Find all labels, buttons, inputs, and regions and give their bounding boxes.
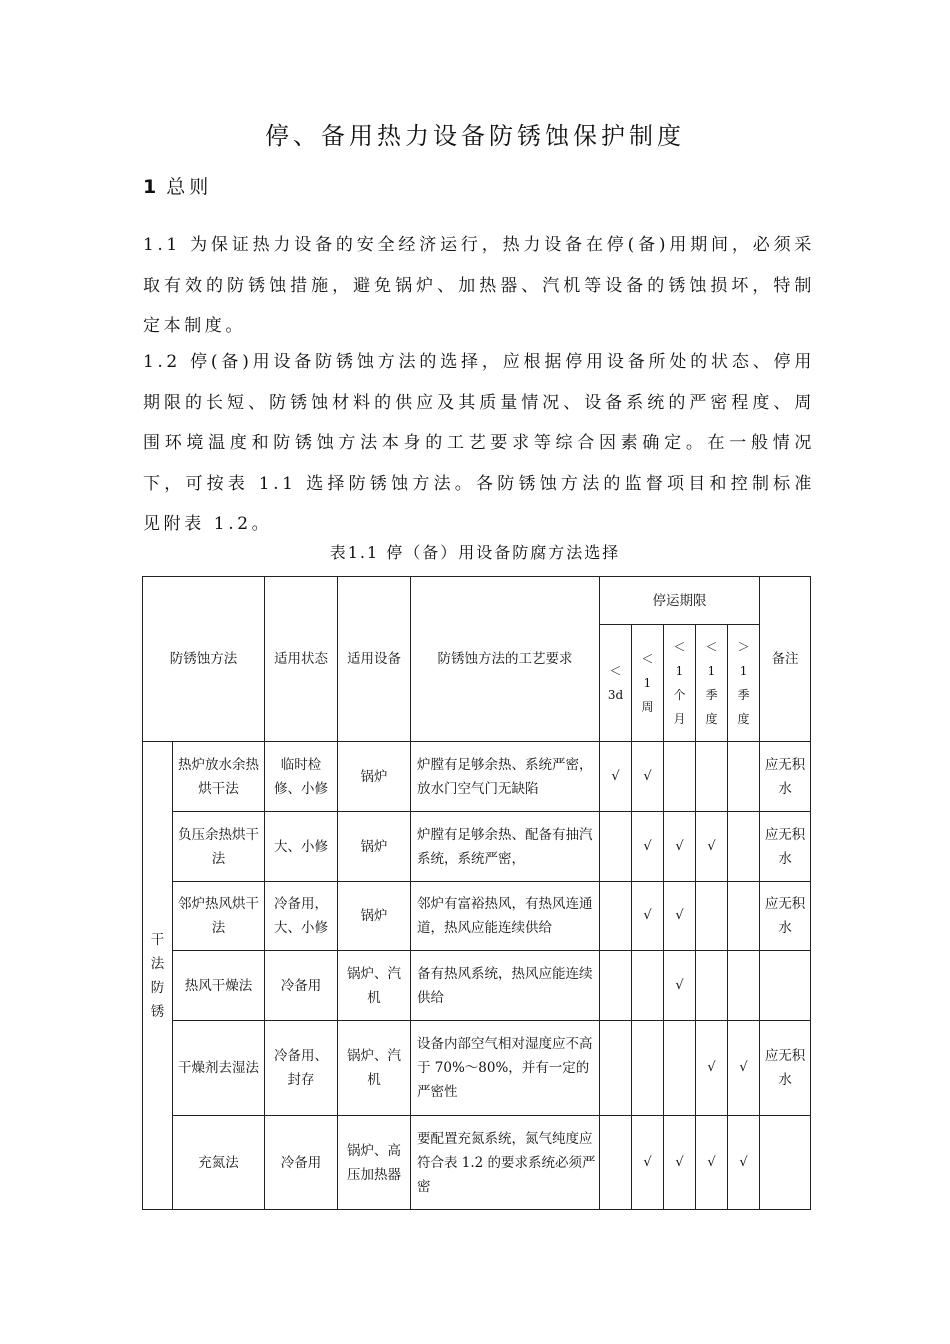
header-note: 备注 [760,577,811,742]
row-p1 [600,812,632,882]
row-state: 冷备用、封存 [265,1021,338,1116]
row-p3: √ [664,951,696,1021]
header-period-lt1month: ＜1个月 [673,640,686,726]
row-state: 临时检修、小修 [265,742,338,812]
header-method: 防锈蚀方法 [143,577,265,742]
header-period-lt1week: ＜1周 [641,652,654,714]
row-requirement: 要配置充氮系统，氮气纯度应符合表 1.2 的要求系统必须严密 [411,1116,600,1210]
row-p4: √ [696,812,728,882]
row-state: 冷备用 [265,1116,338,1210]
section-number: 1 [143,176,161,198]
row-method: 邻炉热风烘干法 [173,882,265,951]
header-period: 停运期限 [600,577,760,625]
row-note: 应无积水 [760,882,811,951]
row-requirement: 设备内部空气相对湿度应不高于 70%～80%，并有一定的严密性 [411,1021,600,1116]
header-state: 适用状态 [265,577,338,742]
row-p4: √ [696,1116,728,1210]
row-p3: √ [664,812,696,882]
row-note [760,951,811,1021]
row-p2: √ [632,742,664,812]
header-period-lt1quarter: ＜1季度 [705,640,718,726]
row-method: 负压余热烘干法 [173,812,265,882]
row-p1 [600,951,632,1021]
row-method: 热炉放水余热烘干法 [173,742,265,812]
paragraph-1-1: 1.1 为保证热力设备的安全经济运行，热力设备在停(备)用期间，必须采取有效的防锈蚀措施，避免锅炉、加热器、汽机等设备的锈蚀损坏，特制定本制度。 [143,235,815,336]
table-row [143,951,811,1021]
table-row [143,1116,811,1210]
table-caption: 表1.1 停（备）用设备防腐方法选择 [329,543,621,562]
row-p4 [696,951,728,1021]
row-p5: √ [728,1021,760,1116]
row-p5 [728,742,760,812]
row-state: 冷备用 [265,951,338,1021]
row-p2: √ [632,812,664,882]
row-p3 [664,742,696,812]
header-period-gt1quarter: ＞1季度 [737,640,750,726]
row-requirement: 邻炉有富裕热风，有热风连通道，热风应能连续供给 [411,882,600,951]
row-p2 [632,1021,664,1116]
row-p5 [728,882,760,951]
row-method: 干燥剂去湿法 [173,1021,265,1116]
row-equipment: 锅炉 [338,812,411,882]
table-row [143,882,811,951]
row-equipment: 锅炉 [338,882,411,951]
row-p2: √ [632,882,664,951]
table-row [143,742,811,812]
table-row [143,1021,811,1116]
paragraph-1-2: 1.2 停(备)用设备防锈蚀方法的选择，应根据停用设备所处的状态、停用期限的长短、防锈蚀材料的供应及其质量情况、设备系统的严密程度、周围环境温度和防锈蚀方法本身的工艺要求等综合因素确定。在一般情况下，可按表 1.1 选择防锈蚀方法。各防锈蚀方法的监督项目和控制标准见附表 1.2。 [143,352,815,534]
row-state: 冷备用，大、小修 [265,882,338,951]
row-p1 [600,1021,632,1116]
row-p5: √ [728,1116,760,1210]
row-equipment: 锅炉、高压加热器 [338,1116,411,1210]
row-p5 [728,951,760,1021]
header-equipment: 适用设备 [338,577,411,742]
row-p4 [696,882,728,951]
row-p3: √ [664,882,696,951]
header-requirement: 防锈蚀方法的工艺要求 [411,577,600,742]
row-p3: √ [664,1116,696,1210]
row-note: 应无积水 [760,812,811,882]
row-p4: √ [696,1021,728,1116]
group-label: 干法防锈 [150,931,165,1020]
row-p1 [600,1116,632,1210]
row-p2 [632,951,664,1021]
section-title: 总则 [166,176,213,198]
row-equipment: 锅炉、汽机 [338,951,411,1021]
row-note [760,1116,811,1210]
table-row [143,812,811,882]
page-title: 停、备用热力设备防锈蚀保护制度 [265,122,685,150]
row-requirement: 炉膛有足够余热、系统严密，放水门空气门无缺陷 [411,742,600,812]
row-state: 大、小修 [265,812,338,882]
row-p5 [728,812,760,882]
row-p2: √ [632,1116,664,1210]
table-header-row [143,577,811,625]
method-table [142,576,811,1210]
header-period-lt3d: ＜3d [607,664,624,702]
row-requirement: 炉膛有足够余热、配备有抽汽系统，系统严密， [411,812,600,882]
row-equipment: 锅炉 [338,742,411,812]
row-method: 充氮法 [173,1116,265,1210]
row-p4 [696,742,728,812]
row-note: 应无积水 [760,1021,811,1116]
row-p1 [600,882,632,951]
section-heading [143,172,212,199]
row-p1: √ [600,742,632,812]
row-p3 [664,1021,696,1116]
row-method: 热风干燥法 [173,951,265,1021]
row-equipment: 锅炉、汽机 [338,1021,411,1116]
row-requirement: 备有热风系统，热风应能连续供给 [411,951,600,1021]
row-note: 应无积水 [760,742,811,812]
